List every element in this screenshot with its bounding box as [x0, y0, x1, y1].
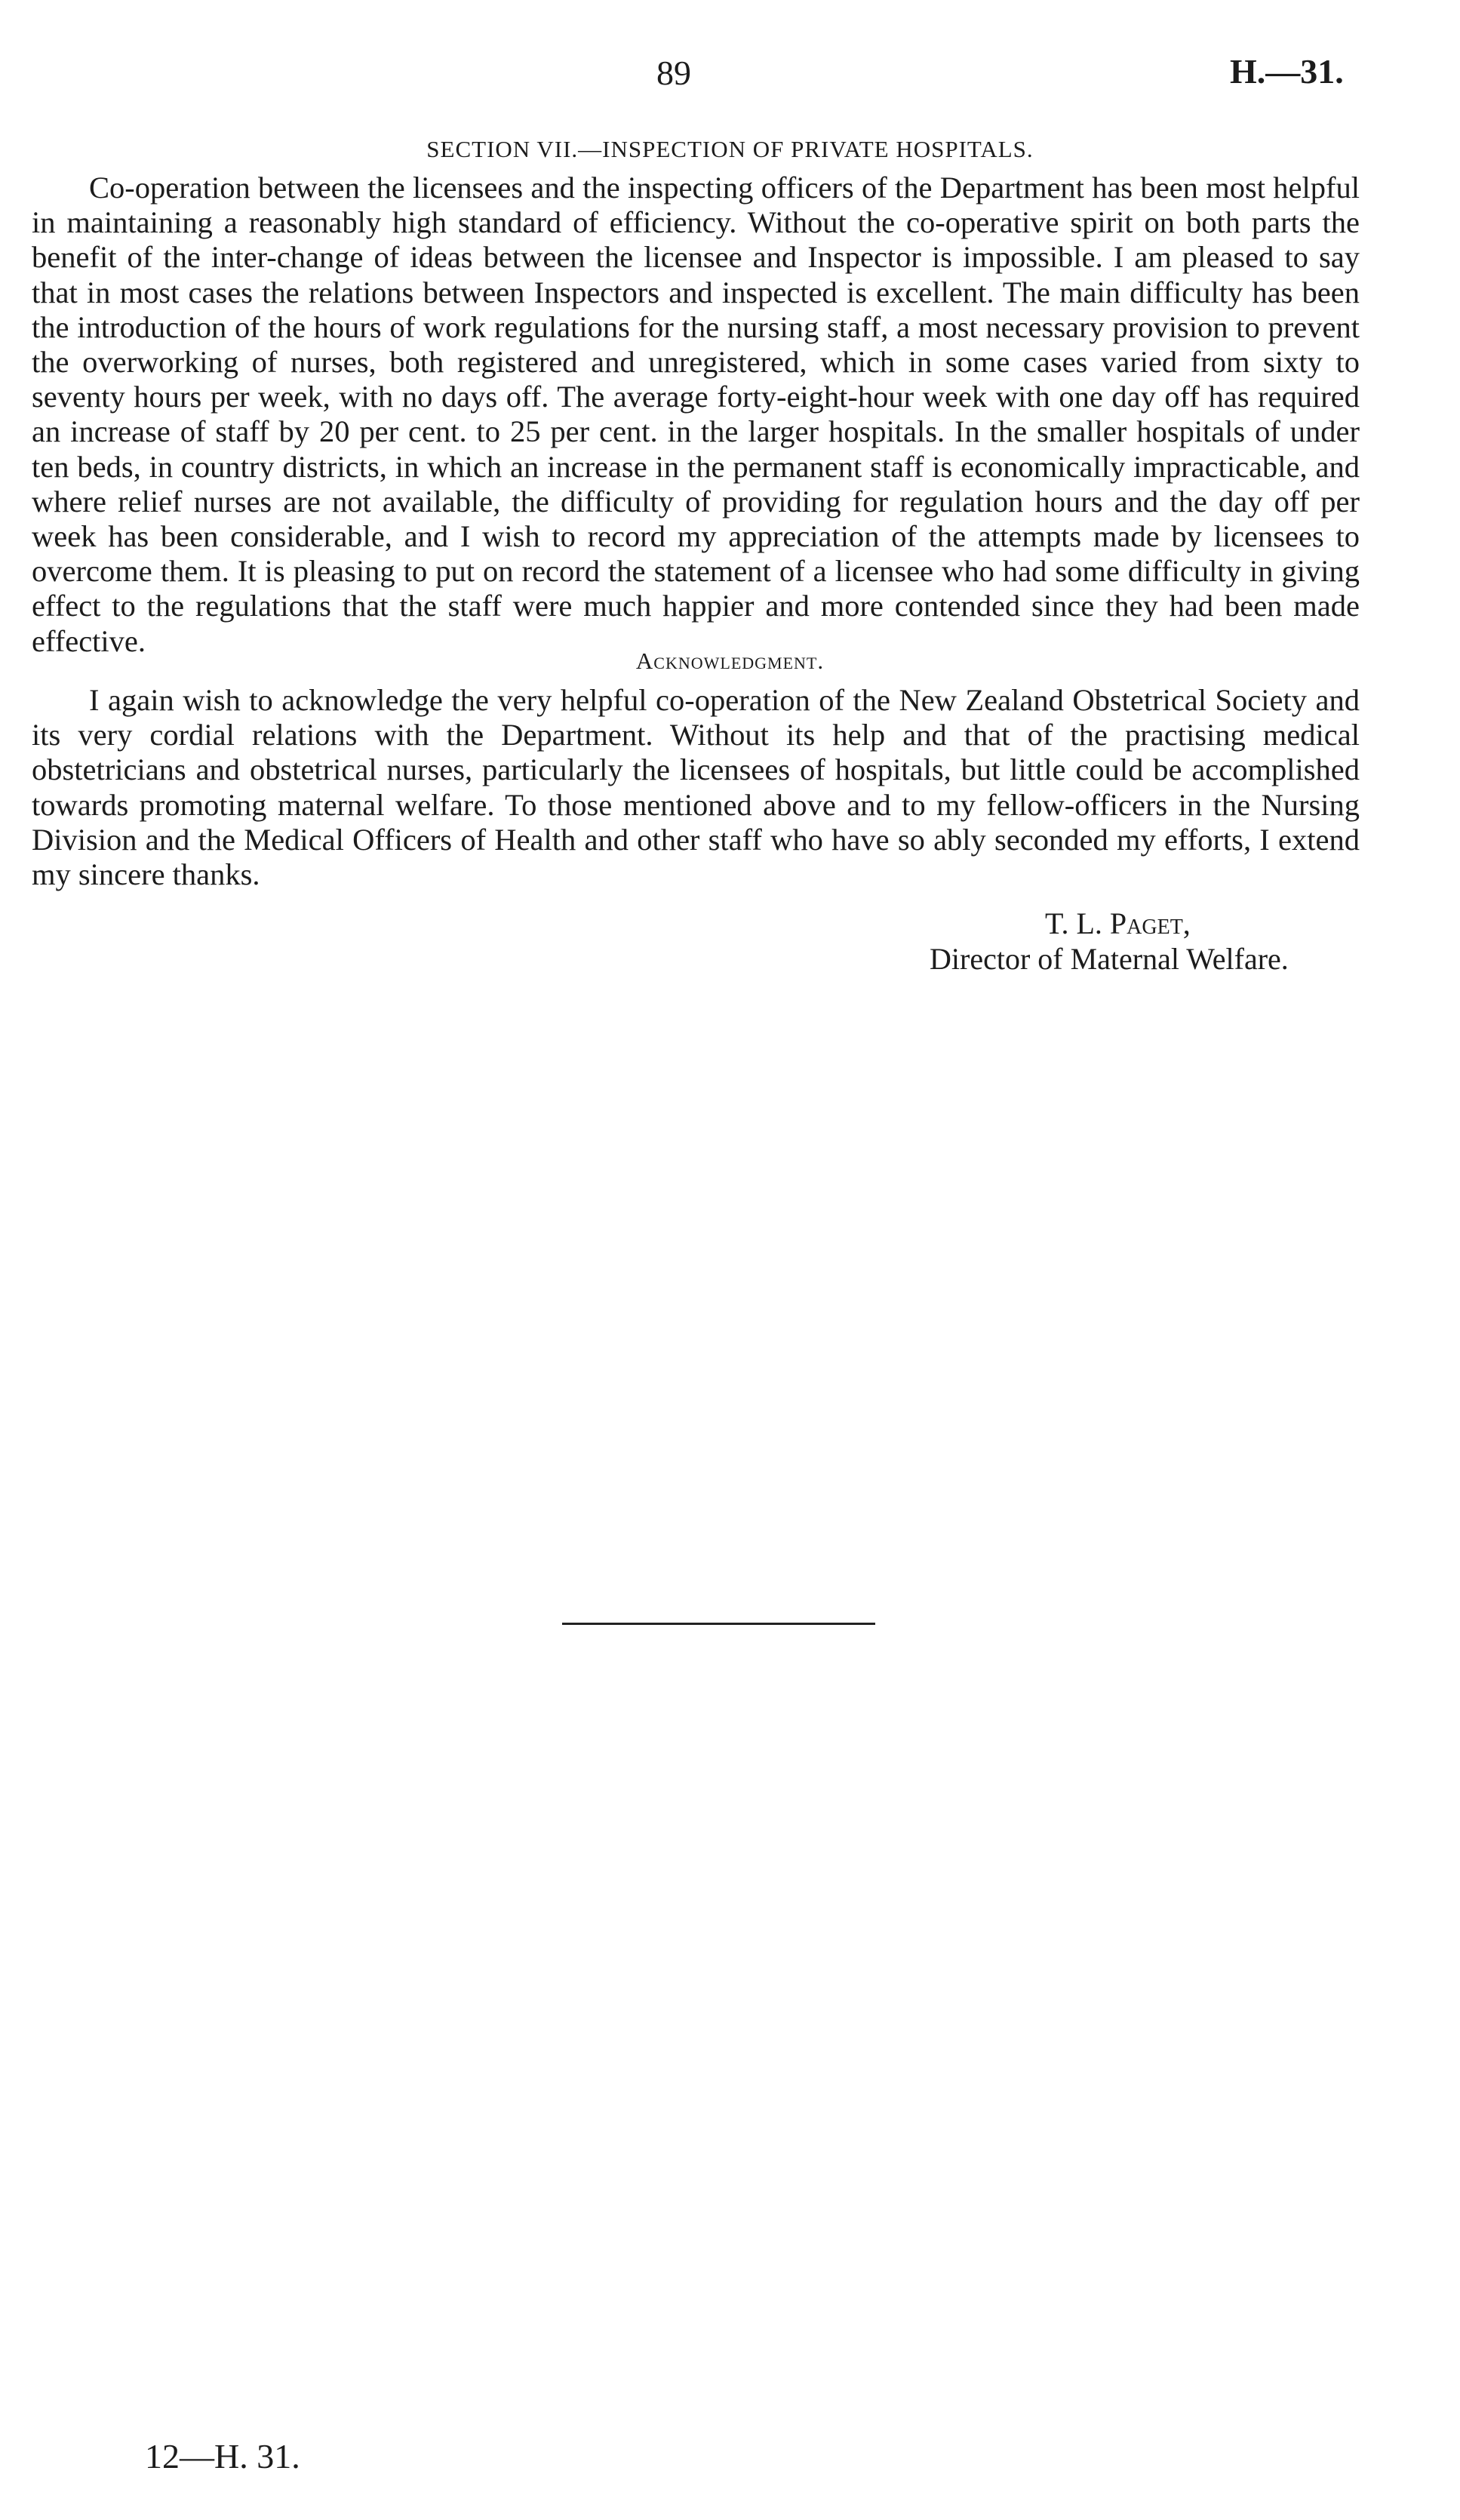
- document-reference: H.—31.: [1230, 52, 1344, 91]
- acknowledgment-heading: Acknowledgment.: [635, 648, 825, 674]
- signatory-name: T. L. Paget,: [1045, 906, 1191, 940]
- divider-rule: [562, 1623, 875, 1625]
- printer-signature-mark: 12—H. 31.: [145, 2437, 300, 2475]
- signatory-title: Director of Maternal Welfare.: [930, 942, 1289, 976]
- acknowledgment-paragraph: I again wish to acknowledge the very helpful co-operation of the New Zealand Obstetrical Society and its very cordial relations with the Department. Without its help and that of the practising medical obstetricians and obstetrical nurses, particularly the licensees of hospitals, but little could be accomplished towards promoting maternal welfare. To those mentioned above and to my fellow-officers in the Nursing Division and the Medical Officers of Health and other staff who have so ably seconded my efforts, I extend my sincere thanks.: [32, 683, 1360, 892]
- page-number: 89: [656, 54, 691, 92]
- section-heading: SECTION VII.—INSPECTION OF PRIVATE HOSPITALS.: [426, 136, 1034, 162]
- section-paragraph: Co-operation between the licensees and the inspecting officers of the Department has been most helpful in maintaining a reasonably high standard of efficiency. Without the co-operative spirit on both parts the benefit of the inter-change of ideas between the licensee and Inspector is impossible. I am pleased to say that in most cases the relations between Inspectors and inspected is excellent. The main difficulty has been the introduction of the hours of work regulations for the nursing staff, a most necessary provision to prevent the overworking of nurses, both registered and unregistered, which in some cases varied from sixty to seventy hours per week, with no days off. The average forty-eight-hour week with one day off has required an increase of staff by 20 per cent. to 25 per cent. in the larger hospitals. In the smaller hospitals of under ten beds, in country districts, in which an increase in the permanent staff is economically impracticable, and where relief nurses are not available, the difficulty of providing for regulation hours and the day off per week has been considerable, and I wish to record my appreciation of the attempts made by licensees to overcome them. It is pleasing to put on record the statement of a licensee who had some difficulty in giving effect to the regulations that the staff were much happier and more contended since they had been made effective.: [32, 171, 1360, 658]
